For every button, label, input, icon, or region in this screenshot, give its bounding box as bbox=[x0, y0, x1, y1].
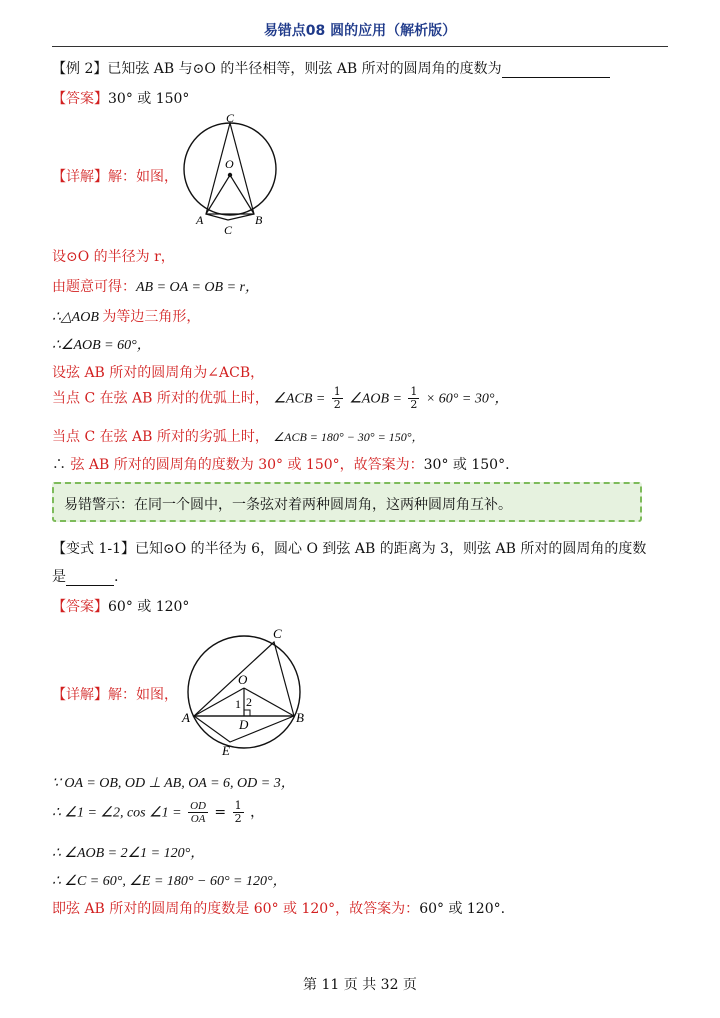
detail-label: 【详解】 bbox=[52, 169, 108, 185]
ex2-minor-arc-line bbox=[52, 426, 424, 446]
center-point bbox=[228, 173, 232, 177]
frac-den: 2 bbox=[333, 398, 341, 411]
label-e: E bbox=[222, 743, 230, 758]
conclusion-therefore: ∴ bbox=[52, 457, 71, 473]
minor-arc-math: ∠ACB = 180° − 30° = 150°， bbox=[273, 430, 424, 444]
variant11-detail bbox=[52, 684, 178, 704]
label-angle-2: 2 bbox=[246, 695, 252, 709]
variant11-question-end: . bbox=[114, 569, 119, 585]
variant11-question-line1 bbox=[52, 538, 646, 558]
v11-conclusion-red: 即弦 AB 所对的圆周角的度数是 60° 或 120°，故答案为： bbox=[52, 901, 420, 917]
warning-box bbox=[52, 482, 642, 522]
variant11-question-text: 已知⊙O 的半径为 6，圆心 O 到弦 AB 的距离为 3，则弦 AB 所对的圆周角的度数 bbox=[135, 541, 647, 557]
ex2-line-3-red: 为等边三角形， bbox=[102, 309, 201, 325]
v11-line-2-post: ， bbox=[250, 804, 265, 821]
variant11-label: 【变式 1-1】 bbox=[52, 541, 135, 557]
page-footer: 第 11 页 共 32 页 bbox=[303, 977, 417, 993]
ex2-line-1: 设⊙O 的半径为 r， bbox=[52, 249, 175, 265]
variant11-answer bbox=[52, 596, 189, 616]
v11-line-4: ∴ ∠C = 60°, ∠E = 180° − 60° = 120°， bbox=[52, 874, 287, 889]
example2-question bbox=[52, 58, 610, 78]
frac-den: 2 bbox=[234, 812, 242, 825]
v11-line-3: ∴ ∠AOB = 2∠1 = 120°， bbox=[52, 846, 205, 861]
fraction-od-oa bbox=[188, 800, 208, 825]
answer-value: 30° 或 150° bbox=[108, 91, 190, 107]
v11-line-1: ∵ OA = OB, OD ⊥ AB, OA = 6, OD = 3， bbox=[52, 776, 295, 791]
fraction-half-2 bbox=[408, 386, 419, 411]
page-header-title: 易错点08 圆的应用（解析版） bbox=[263, 23, 457, 39]
example2-circle-figure bbox=[172, 110, 292, 238]
v11-line-2: ∴ ∠1 = ∠2, cos ∠1 = $\frac{OD}{OA}$ = $\frac{1}{2}$ ， bbox=[52, 799, 265, 825]
right-angle-mark bbox=[244, 710, 250, 716]
detail-intro: 解：如图， bbox=[108, 169, 178, 185]
label-a: A bbox=[182, 710, 190, 725]
label-o: O bbox=[225, 157, 234, 171]
label-d: D bbox=[239, 717, 249, 732]
header-divider bbox=[52, 46, 668, 47]
conclusion-red: 弦 AB 所对的圆周角的度数为 30° 或 150°，故答案为： bbox=[70, 457, 424, 473]
variant11-answer-label: 【答案】 bbox=[52, 599, 108, 615]
fraction-half-1 bbox=[332, 386, 343, 411]
label-b: B bbox=[255, 213, 263, 227]
variant11-circle-figure bbox=[178, 622, 318, 762]
variant11-question-line2 bbox=[52, 566, 118, 586]
answer-label: 【答案】 bbox=[52, 91, 108, 107]
ex2-line-3 bbox=[52, 306, 200, 326]
ex2-line-2-math: AB = OA = OB = r， bbox=[136, 280, 259, 295]
ex2-conclusion bbox=[52, 454, 510, 474]
v11-line-2-pre: ∴ ∠1 = ∠2, cos ∠1 = bbox=[52, 805, 182, 821]
major-arc-mid: ∠AOB = bbox=[349, 391, 402, 407]
major-arc-post: × 60° = 30°， bbox=[425, 391, 509, 407]
label-c-top: C bbox=[226, 111, 235, 125]
example2-answer bbox=[52, 88, 189, 108]
ex2-line-2 bbox=[52, 276, 259, 296]
ex2-major-arc-line bbox=[52, 386, 508, 411]
triangle-aob bbox=[206, 175, 254, 214]
minor-arc-red: 当点 C 在弦 AB 所对的劣弧上时， bbox=[52, 429, 269, 445]
ex2-line-3-math: ∴△AOB bbox=[52, 310, 103, 325]
fraction-half bbox=[233, 800, 244, 825]
frac-num: 1 bbox=[234, 799, 242, 812]
major-arc-red: 当点 C 在弦 AB 所对的优弧上时， bbox=[52, 390, 269, 407]
frac-den: 2 bbox=[410, 398, 418, 411]
v11-conclusion bbox=[52, 898, 505, 918]
example2-label: 【例 2】 bbox=[52, 61, 108, 77]
warning-text: 易错警示：在同一个圆中，一条弦对着两种圆周角，这两种圆周角互补。 bbox=[64, 497, 512, 513]
example2-detail bbox=[52, 166, 178, 186]
ex2-line-2-red: 由题意可得： bbox=[52, 279, 136, 295]
label-o: O bbox=[238, 672, 248, 687]
variant11-answer-blank bbox=[66, 569, 114, 586]
variant11-answer-value: 60° 或 120° bbox=[108, 599, 190, 615]
label-a: A bbox=[196, 213, 204, 227]
frac-num: 1 bbox=[333, 385, 341, 398]
v11-conclusion-answer: 60° 或 120°. bbox=[419, 901, 506, 917]
variant11-detail-label: 【详解】 bbox=[52, 687, 108, 703]
frac-num: OD bbox=[190, 800, 206, 812]
variant11-question-cont: 是 bbox=[52, 569, 66, 585]
conclusion-answer: 30° 或 150°. bbox=[423, 457, 510, 473]
answer-blank bbox=[502, 61, 610, 78]
frac-den: OA bbox=[190, 813, 206, 825]
label-c: C bbox=[273, 626, 282, 641]
major-arc-pre: ∠ACB = bbox=[273, 391, 326, 407]
frac-num: 1 bbox=[410, 385, 418, 398]
example2-question-text: 已知弦 AB 与⊙O 的半径相等，则弦 AB 所对的圆周角的度数为 bbox=[107, 61, 502, 77]
ex2-line-4: ∴∠AOB = 60°， bbox=[52, 338, 151, 353]
label-b: B bbox=[296, 710, 304, 725]
label-c-bottom: C bbox=[224, 223, 233, 237]
label-angle-1: 1 bbox=[235, 697, 241, 711]
ex2-line-5: 设弦 AB 所对的圆周角为∠ACB， bbox=[52, 365, 265, 381]
variant11-detail-intro: 解：如图， bbox=[108, 687, 178, 703]
